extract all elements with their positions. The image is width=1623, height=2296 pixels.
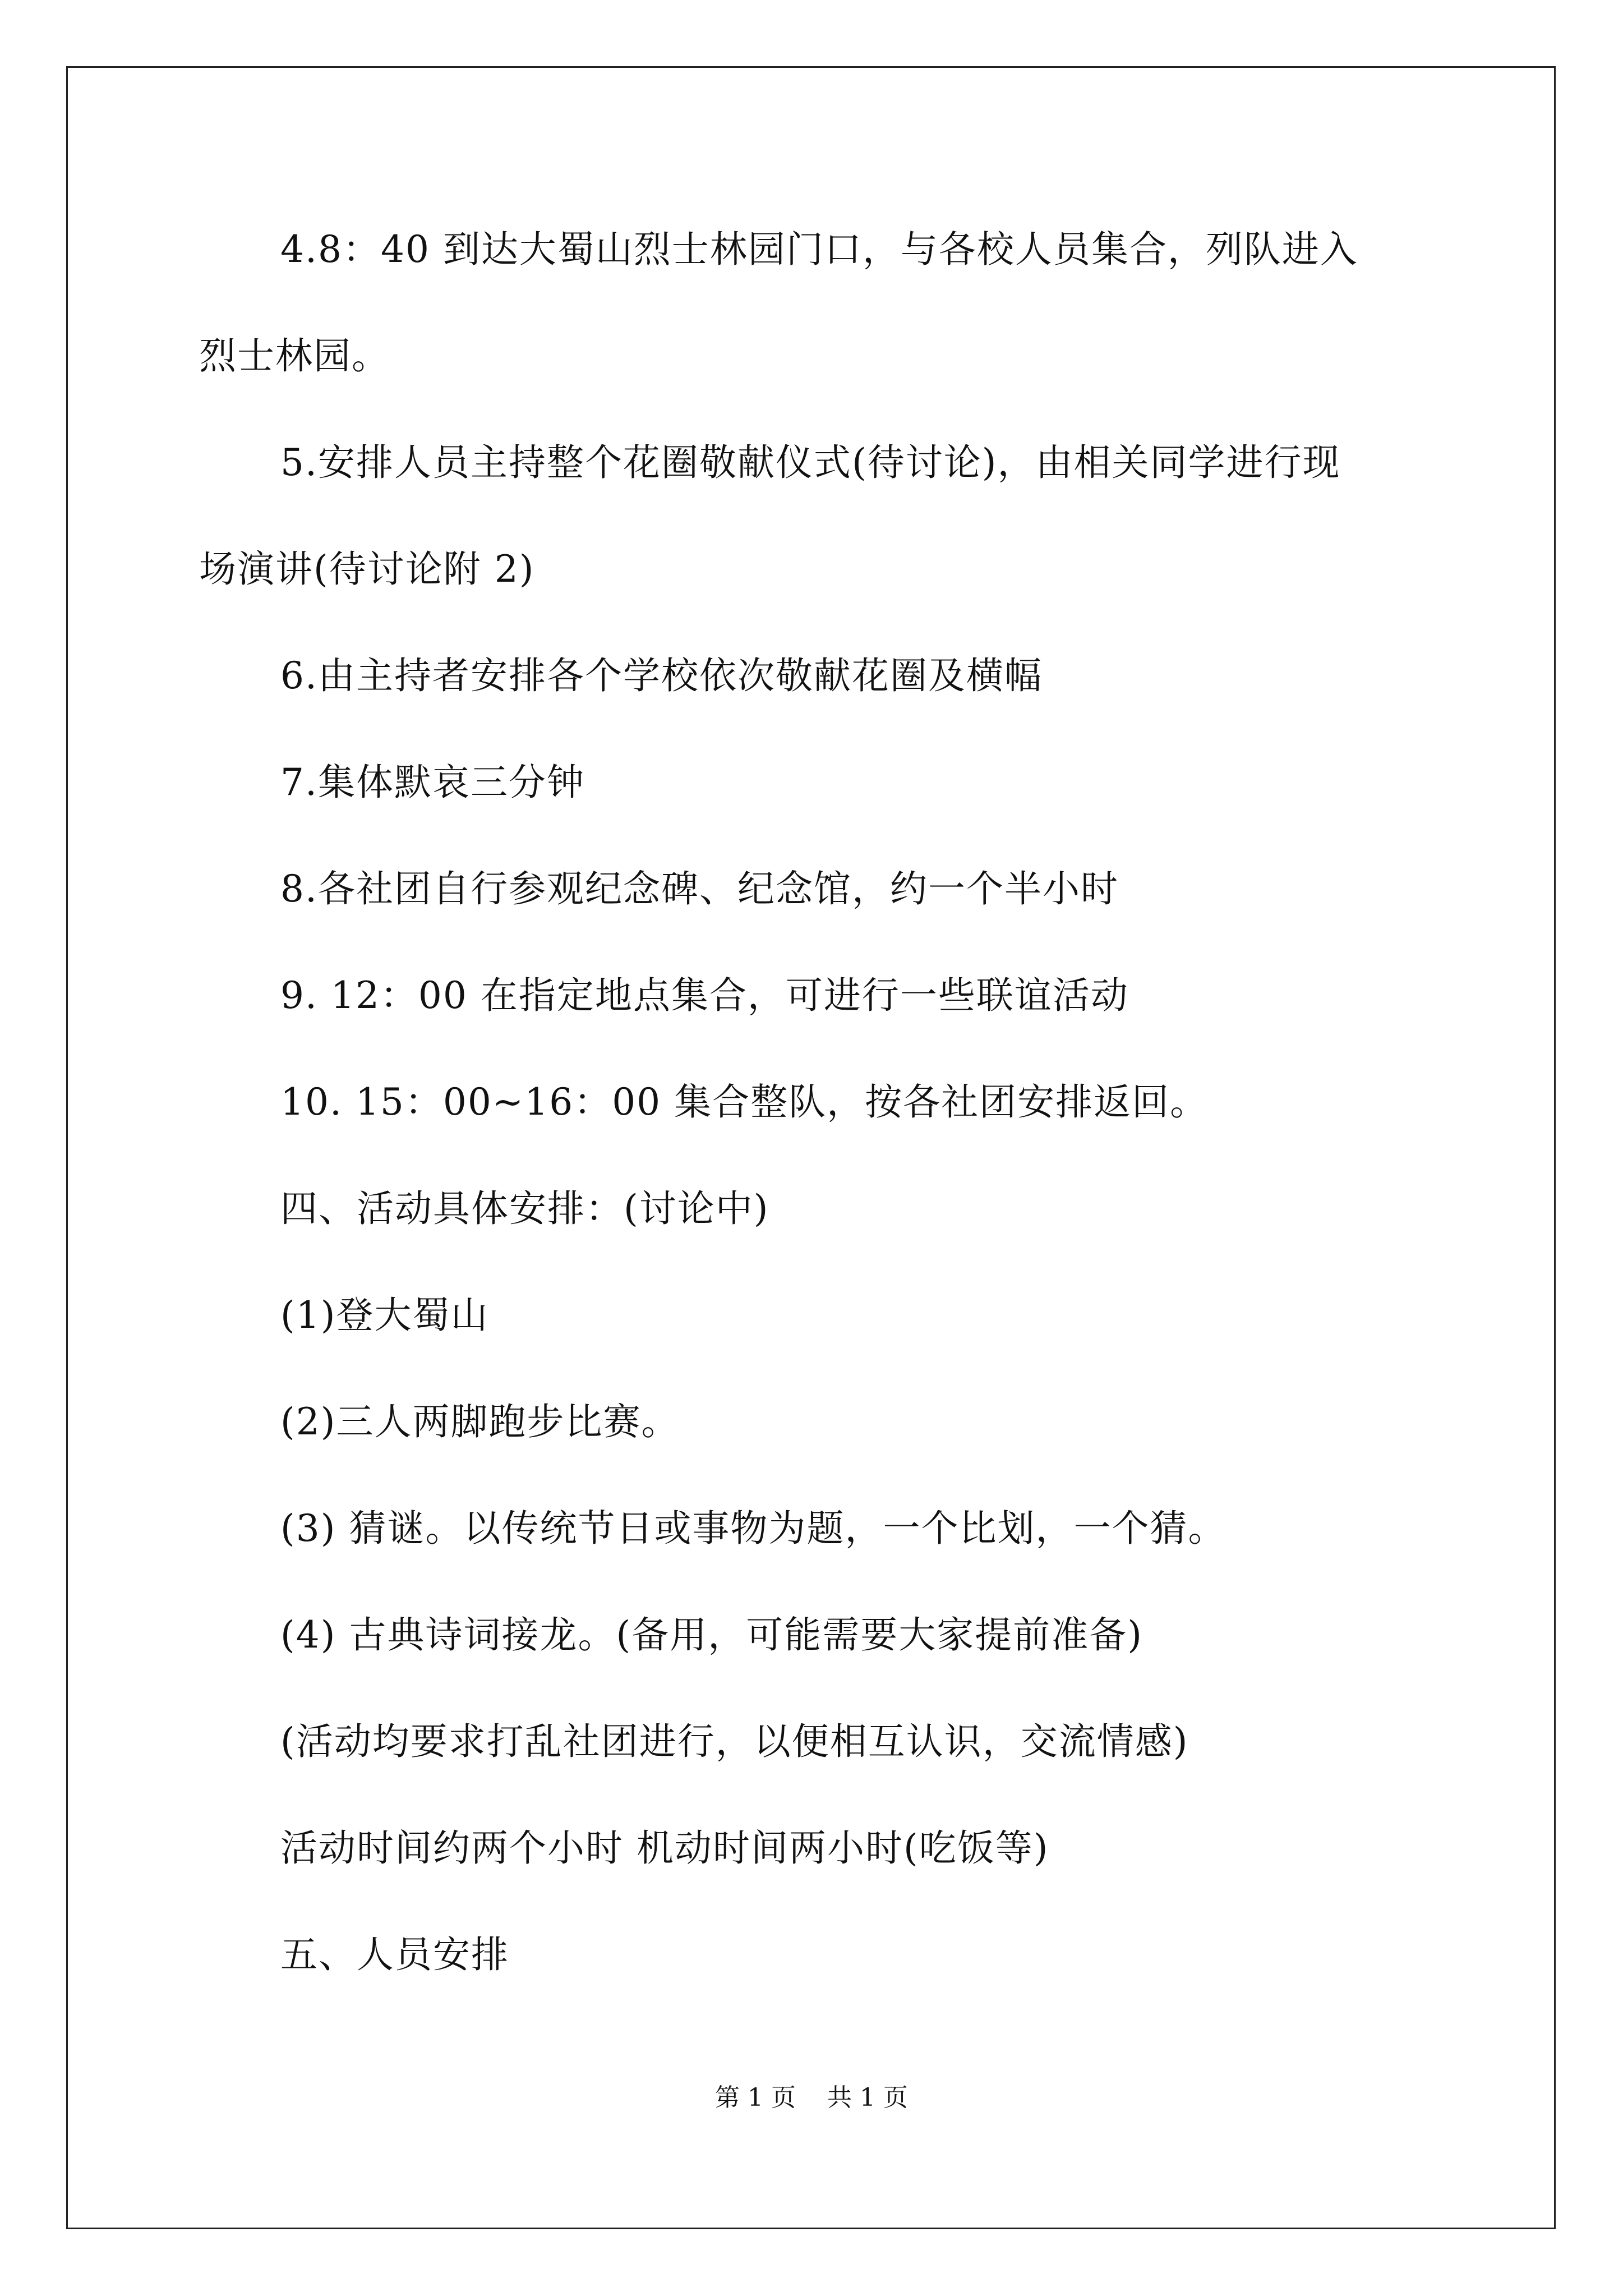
paragraph-line: 10. 15：00~16：00 集合整队，按各社团安排返回。 [280,1080,1209,1124]
list-item: (2)三人两脚跑步比赛。 [280,1400,680,1443]
paragraph-line: 7.集体默哀三分钟 [280,761,585,804]
page-footer: 第 1 页 共 1 页 [715,2083,908,2112]
paragraph-line: 烈士林园。 [199,334,390,378]
paragraph-line: 活动时间约两个小时 机动时间两小时(吃饭等) [280,1826,1049,1870]
list-item: (4) 古典诗词接龙。(备用，可能需要大家提前准备) [280,1613,1143,1657]
paragraph-line: (活动均要求打乱社团进行，以便相互认识，交流情感) [280,1720,1189,1763]
list-item: (3) 猜谜。以传统节日或事物为题，一个比划，一个猜。 [280,1507,1227,1550]
paragraph-line: 8.各社团自行参观纪念碑、纪念馆，约一个半小时 [280,867,1119,910]
paragraph-line: 4.8：40 到达大蜀山烈士林园门口，与各校人员集合，列队进入 [280,228,1358,271]
list-item: (1)登大蜀山 [280,1294,489,1337]
paragraph-line: 9. 12：00 在指定地点集合，可进行一些联谊活动 [280,974,1129,1017]
page-frame [66,66,1556,2229]
section-heading: 四、活动具体安排：(讨论中) [280,1187,769,1230]
section-heading: 五、人员安排 [280,1933,509,1976]
paragraph-line: 5.安排人员主持整个花圈敬献仪式(待讨论)，由相关同学进行现 [280,441,1341,484]
paragraph-line: 场演讲(待讨论附 2) [199,547,535,591]
paragraph-line: 6.由主持者安排各个学校依次敬献花圈及横幅 [280,654,1043,697]
